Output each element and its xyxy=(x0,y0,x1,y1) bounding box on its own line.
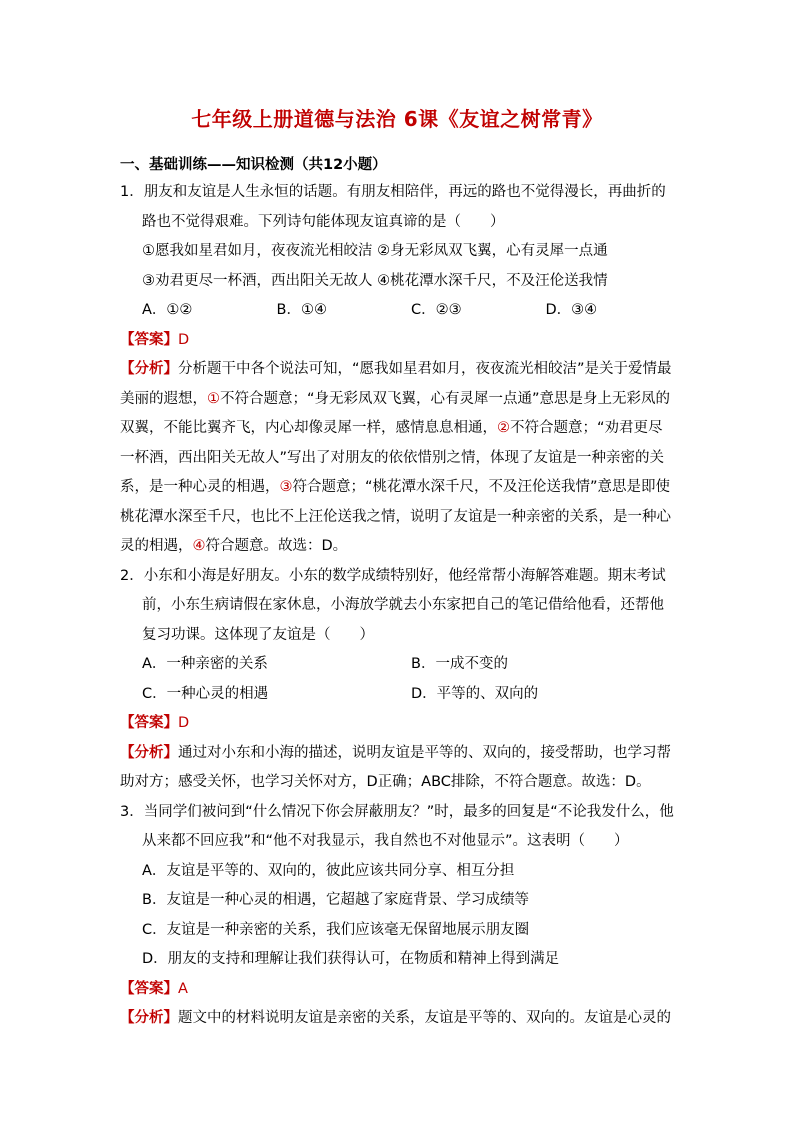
question-text: 1．朋友和友谊是人生永恒的话题。有朋友相陪伴，再远的路也不觉得漫长，再曲折的 xyxy=(120,184,666,200)
question-text: 3．当同学们被问到“什么情况下你会屏蔽朋友？”时，最多的回复是“不论我发什么，他 xyxy=(120,803,674,820)
option-c: C．②③ xyxy=(411,302,462,318)
analysis-text: 助对方；感受关怀，也学习关怀对方，D正确；ABC排除，不符合题意。故选：D。 xyxy=(120,774,651,790)
analysis-text: 题文中的材料说明友谊是亲密的关系，友谊是平等的、双向的。友谊是心灵的 xyxy=(178,1010,671,1026)
answer-line xyxy=(120,975,680,1005)
analysis-text: 美丽的遐想，①不符合题意；“身无彩凤双飞翼，心有灵犀一点通”意思是身上无彩凤的 xyxy=(120,390,671,407)
option-c: C．一种心灵的相遇 xyxy=(142,685,269,702)
answer-line xyxy=(120,326,680,356)
option-b: B．友谊是一种心灵的相遇，它超越了家庭背景、学习成绩等 xyxy=(142,892,529,908)
option-d: D．平等的、双向的 xyxy=(411,685,539,702)
answer-tag: 【答案】 xyxy=(120,331,178,348)
question-text: 复习功课。这体现了友谊是（ ） xyxy=(142,626,374,643)
analysis-tag: 【分析】 xyxy=(120,361,178,377)
analysis-text: 系，是一种心灵的相遇，③符合题意；“桃花潭水深千尺，不及汪伦送我情”意思是即使 xyxy=(120,479,671,495)
option-b: B．①④ xyxy=(276,302,327,318)
option-b: B．一成不变的 xyxy=(411,656,508,672)
question-text: 前，小东生病请假在家休息，小海放学就去小东家把自己的笔记借给他看，还帮他 xyxy=(142,597,664,613)
analysis-text: 双翼，不能比翼齐飞，内心却像灵犀一样，感情息息相通，②不符合题意；“劝君更尽 xyxy=(120,420,663,436)
option-c: C．友谊是一种亲密的关系，我们应该毫无保留地展示朋友圈 xyxy=(142,921,530,938)
option-row xyxy=(120,296,680,326)
answer-tag: 【答案】 xyxy=(120,715,178,731)
answer-value: A xyxy=(178,980,188,997)
option-row xyxy=(120,650,680,680)
analysis-block xyxy=(120,1004,680,1034)
section-heading: 一、基础训练——知识检测（共12小题） xyxy=(120,157,387,173)
question-2 xyxy=(120,562,680,798)
option-d: D．③④ xyxy=(545,302,598,318)
answer-value: D xyxy=(178,331,190,348)
statement-items: ③劝君更尽一杯酒，西出阳关无故人 ④桃花潭水深千尺，不及汪伦送我情 xyxy=(142,272,608,289)
analysis-text: 灵的相遇，④符合题意。故选：D。 xyxy=(120,538,348,554)
question-3 xyxy=(120,798,680,1034)
analysis-tag: 【分析】 xyxy=(120,744,178,761)
option-row xyxy=(120,680,680,710)
analysis-block xyxy=(120,355,680,562)
page-title: 七年级上册道德与法治 6课《友谊之树常青》 xyxy=(191,107,603,131)
question-text: 2．小东和小海是好朋友。小东的数学成绩特别好，他经常帮小海解答难题。期末考试 xyxy=(120,567,666,584)
option-a: A．①② xyxy=(142,302,193,318)
question-list xyxy=(120,178,680,1034)
option-a: A．友谊是平等的、双向的，彼此应该共同分享、相互分担 xyxy=(142,862,515,879)
question-text: 从来都不回应我”和“他不对我显示，我自然也不对他显示”。这表明（ ） xyxy=(142,833,629,849)
answer-value: D xyxy=(178,715,190,731)
analysis-tag: 【分析】 xyxy=(120,1010,178,1026)
answer-line xyxy=(120,709,680,739)
question-1 xyxy=(120,178,680,562)
analysis-block xyxy=(120,739,680,798)
option-d: D．朋友的支持和理解让我们获得认可，在物质和精神上得到满足 xyxy=(142,951,560,967)
analysis-text: 一杯酒，西出阳关无故人”写出了对朋友的依依惜别之情，体现了友谊是一种亲密的关 xyxy=(120,449,665,466)
answer-tag: 【答案】 xyxy=(120,980,178,997)
analysis-text: 通过对小东和小海的描述，说明友谊是平等的、双向的，接受帮助，也学习帮 xyxy=(178,744,671,761)
option-a: A．一种亲密的关系 xyxy=(142,656,268,672)
question-text: 路也不觉得艰难。下列诗句能体现友谊真谛的是（ ） xyxy=(142,213,505,230)
analysis-text: 桃花潭水深至千尺，也比不上汪伦送我之情，说明了友谊是一种亲密的关系，是一种心 xyxy=(120,508,671,525)
analysis-text: 分析题干中各个说法可知，“愿我如星君如月，夜夜流光相皎洁”是关于爱情最 xyxy=(178,361,672,377)
statement-items: ①愿我如星君如月，夜夜流光相皎洁 ②身无彩凤双飞翼，心有灵犀一点通 xyxy=(142,243,608,259)
